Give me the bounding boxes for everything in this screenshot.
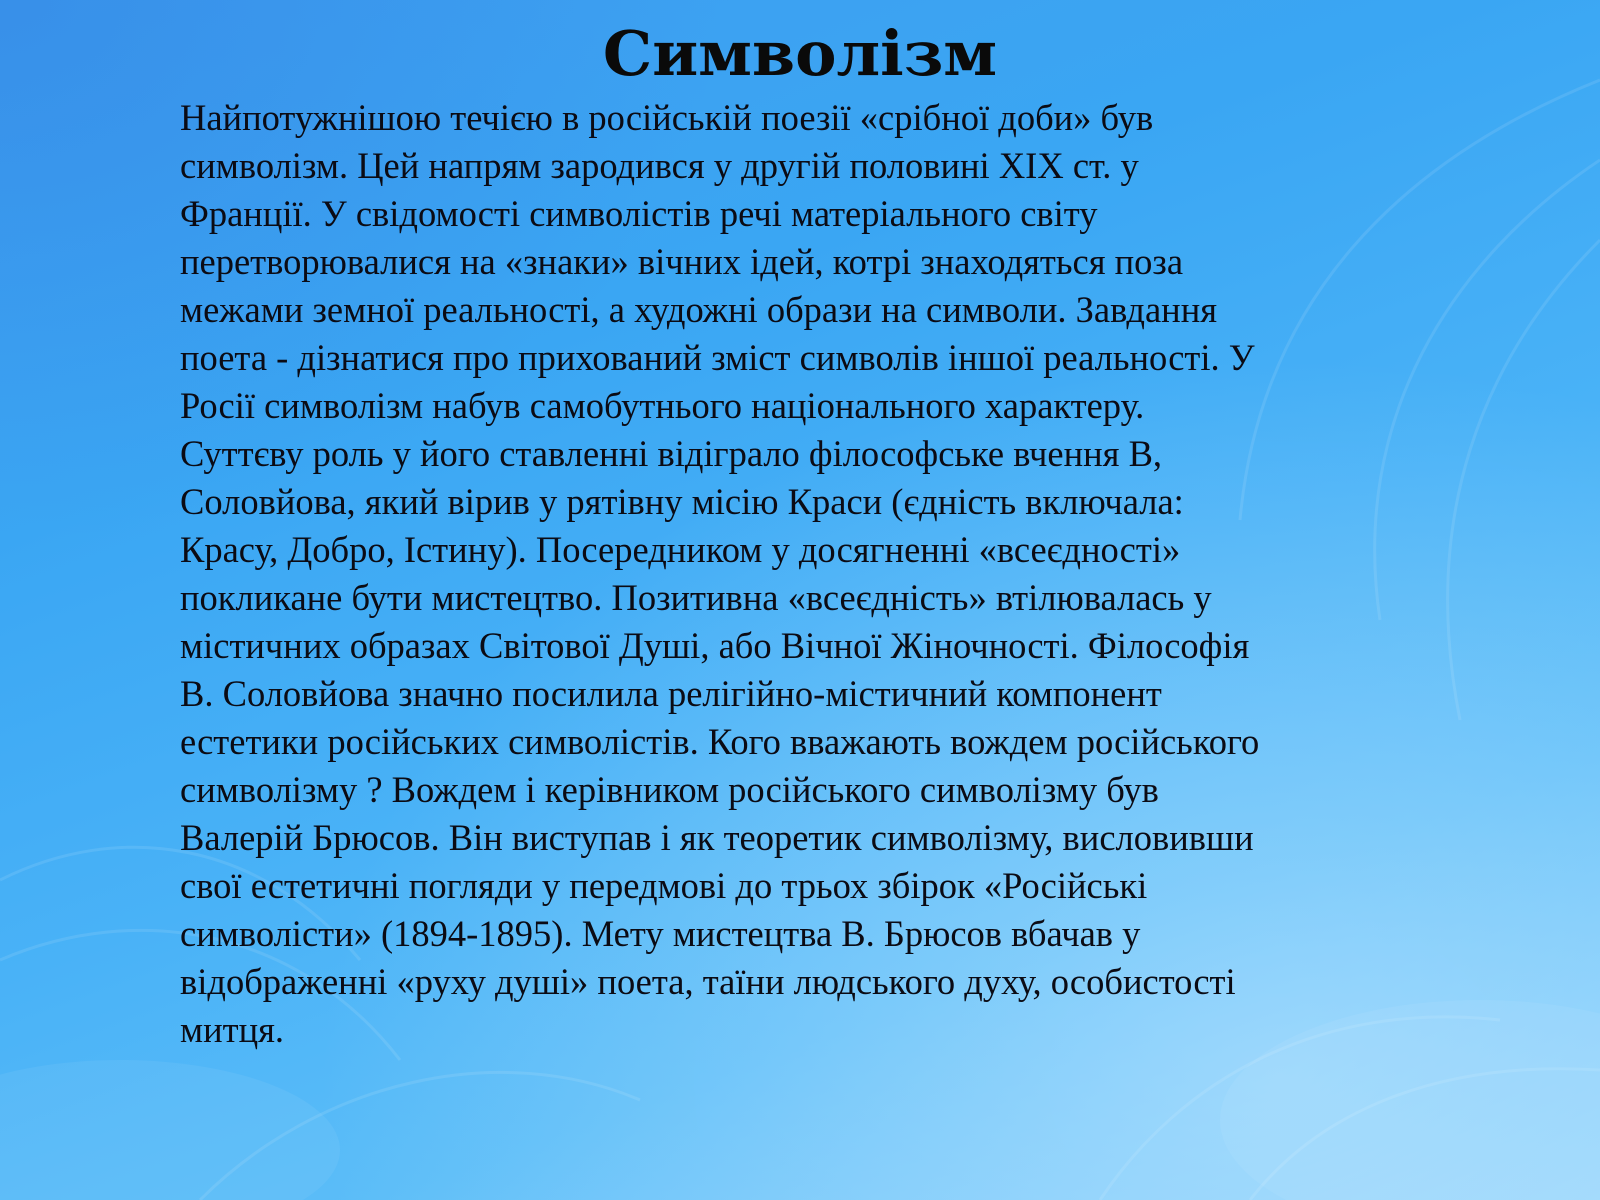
slide-title: Символізм: [602, 17, 998, 90]
slide-body-text: Найпотужнішою течією в російській поезії «срібної доби» був символізм. Цей напрям зародився у другій половині XIX ст. у Франції. У свідомості символістів речі матеріального світу перетворювалися на «знаки» вічних ідей, котрі знаходяться поза межами земної реальності, а художні образи на символи. Завдання поета - дізнатися про прихований зміст символів іншої реальності. У Росії символізм набув самобутнього національного характеру. Суттєву роль у його ставленні відіграло філософське вчення В, Соловйова, який вірив у рятівну місію Краси (єдність включала: Красу, Добро, Істину). Посередником у досягненні «всеєдності» покликане бути мистецтво. Позитивна «всеєдність» втілювалась у містичних образах Світової Душі, або Вічної Жіночності. Філософія В. Соловйова значно посилила релігійно-містичний компонент естетики російських символістів. Кого вважають вождем російського символізму ? Вождем і керівником російського символізму був Валерій Брюсов. Він виступав і як теоретик символізму, висловивши свої естетичні погляди у передмові до трьох збірок «Російські символісти» (1894-1895). Мету мистецтва В. Брюсов вбачав у відображенні «руху душі» поета, таїни людського духу, особистості митця.: [180, 97, 1260, 1050]
